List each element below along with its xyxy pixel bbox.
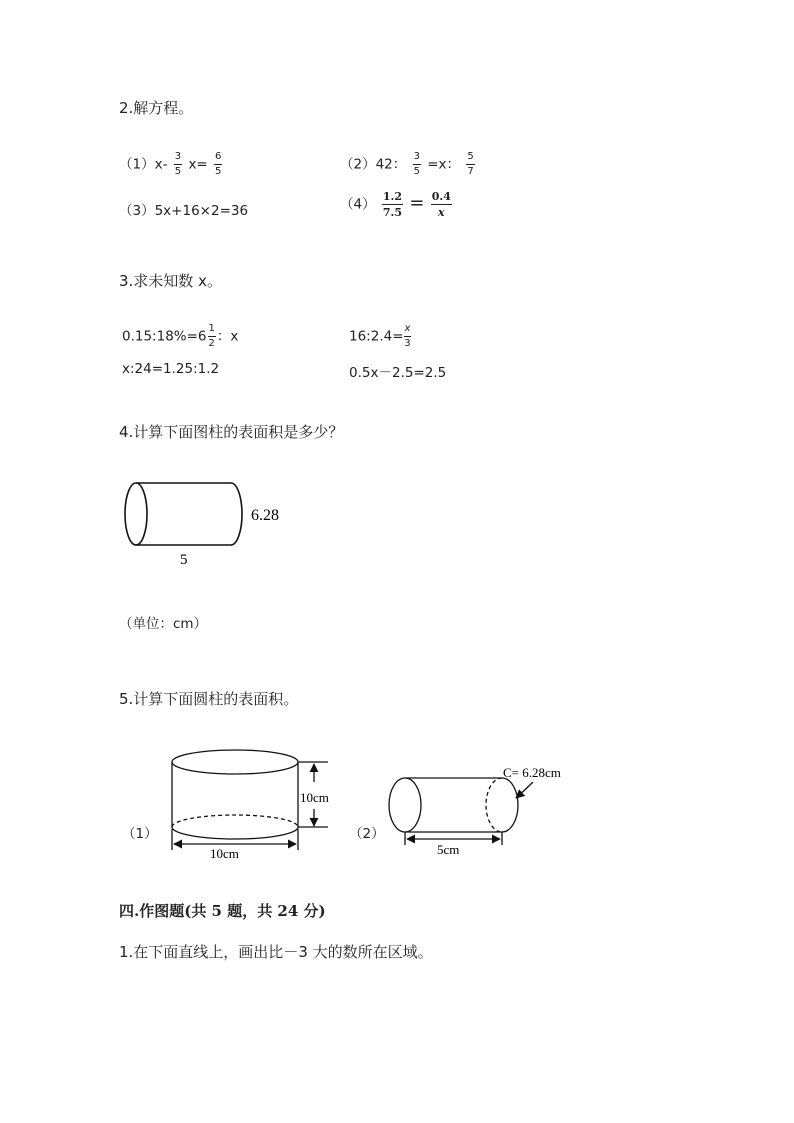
- cylinder-figure-3: [385, 760, 585, 860]
- fraction-denominator: 2: [208, 338, 215, 349]
- cylinder-body: [136, 483, 242, 545]
- fraction-numerator: x: [404, 324, 412, 337]
- fraction-denominator: 5: [174, 166, 182, 177]
- equation-1-label: （1）: [119, 156, 155, 173]
- equation-4: [340, 191, 454, 218]
- equation-4-fraction-2: [431, 191, 452, 218]
- equation-4-fraction-1: [382, 191, 403, 218]
- figure-1-label: （1）: [122, 826, 158, 842]
- fraction-denominator: 7.5: [382, 206, 403, 219]
- proportion-1-fraction: [208, 324, 216, 349]
- fraction-denominator: 5: [413, 166, 420, 177]
- cylinder-right-back: [486, 778, 502, 832]
- fraction-numerator: 0.4: [431, 190, 451, 203]
- circumference-pointer: [516, 782, 533, 798]
- equation-2-fraction-2: [466, 152, 474, 177]
- cylinder-bottom-front: [172, 827, 298, 839]
- section-4-title: 4.计算下面图柱的表面积是多少？: [119, 423, 344, 441]
- fraction-numerator: 1.2: [382, 190, 403, 203]
- cylinder-top-face: [172, 750, 298, 774]
- fraction-denominator: x: [438, 206, 445, 219]
- fraction-numerator: 6: [214, 152, 222, 165]
- fraction-denominator: 7: [467, 166, 474, 177]
- drawing-question-1: 1.在下面直线上，画出比－3 大的数所在区域。: [119, 943, 433, 961]
- proportion-3: x:24=1.25:1.2: [122, 361, 220, 377]
- section-2-title: 2.解方程。: [119, 99, 194, 117]
- fraction-numerator: 5: [466, 152, 474, 165]
- height-label: 10cm: [300, 790, 329, 805]
- equation-2-part-b: =x：: [427, 156, 461, 173]
- cylinder-figure-1: [110, 470, 310, 570]
- proportion-2-fraction: [404, 324, 412, 349]
- fraction-numerator: 1: [208, 324, 216, 337]
- diameter-label: 10cm: [210, 846, 239, 861]
- proportion-1-part-a: 0.15:18%=6: [122, 328, 207, 345]
- cylinder-figure-2: [160, 744, 375, 866]
- fraction-numerator: 3: [174, 152, 182, 165]
- proportion-1: [122, 324, 238, 349]
- equation-1-part-b: x=: [188, 156, 208, 173]
- fraction-denominator: 5: [215, 166, 222, 177]
- equation-2-label: （2）: [340, 156, 376, 173]
- equation-1-part-a: x-: [154, 156, 168, 173]
- equation-3-label: （3）: [119, 203, 155, 219]
- equation-4-equals: =: [409, 192, 425, 214]
- equation-3: [119, 199, 248, 219]
- cylinder-left-face: [389, 778, 421, 832]
- fraction-denominator: 3: [404, 338, 411, 349]
- proportion-1-part-b: ：x: [216, 328, 239, 345]
- equation-1-fraction-1: [174, 152, 182, 177]
- section-3-title: 3.求未知数 x。: [119, 272, 222, 290]
- equation-2-part-a: 42：: [375, 156, 407, 173]
- unit-note: （单位：cm）: [119, 616, 208, 632]
- proportion-2: [349, 324, 411, 349]
- length-label: 5cm: [437, 842, 460, 857]
- cylinder-length-label: 5: [180, 552, 188, 568]
- cylinder-left-face: [125, 483, 147, 545]
- equation-1-fraction-2: [214, 152, 222, 177]
- equation-4-label: （4）: [340, 196, 376, 213]
- cylinder-bottom-back: [172, 815, 298, 827]
- fraction-numerator: 3: [413, 152, 421, 165]
- equation-3-expr: 5x+16×2=36: [154, 203, 249, 219]
- figure-2-label: （2）: [349, 826, 385, 842]
- equation-1: [119, 152, 224, 177]
- proportion-2-part-a: 16:2.4=: [349, 328, 404, 345]
- cylinder-height-label: 6.28: [251, 507, 279, 524]
- circumference-label: C= 6.28cm: [503, 765, 561, 780]
- equation-2: [340, 152, 477, 177]
- equation-2-fraction-1: [413, 152, 421, 177]
- section-drawing-heading: 四.作图题(共 5 题，共 24 分): [119, 902, 326, 920]
- cylinder-right-front: [502, 778, 518, 832]
- equation-5: 0.5x－2.5=2.5: [349, 365, 447, 381]
- section-5-title: 5.计算下面圆柱的表面积。: [119, 690, 299, 708]
